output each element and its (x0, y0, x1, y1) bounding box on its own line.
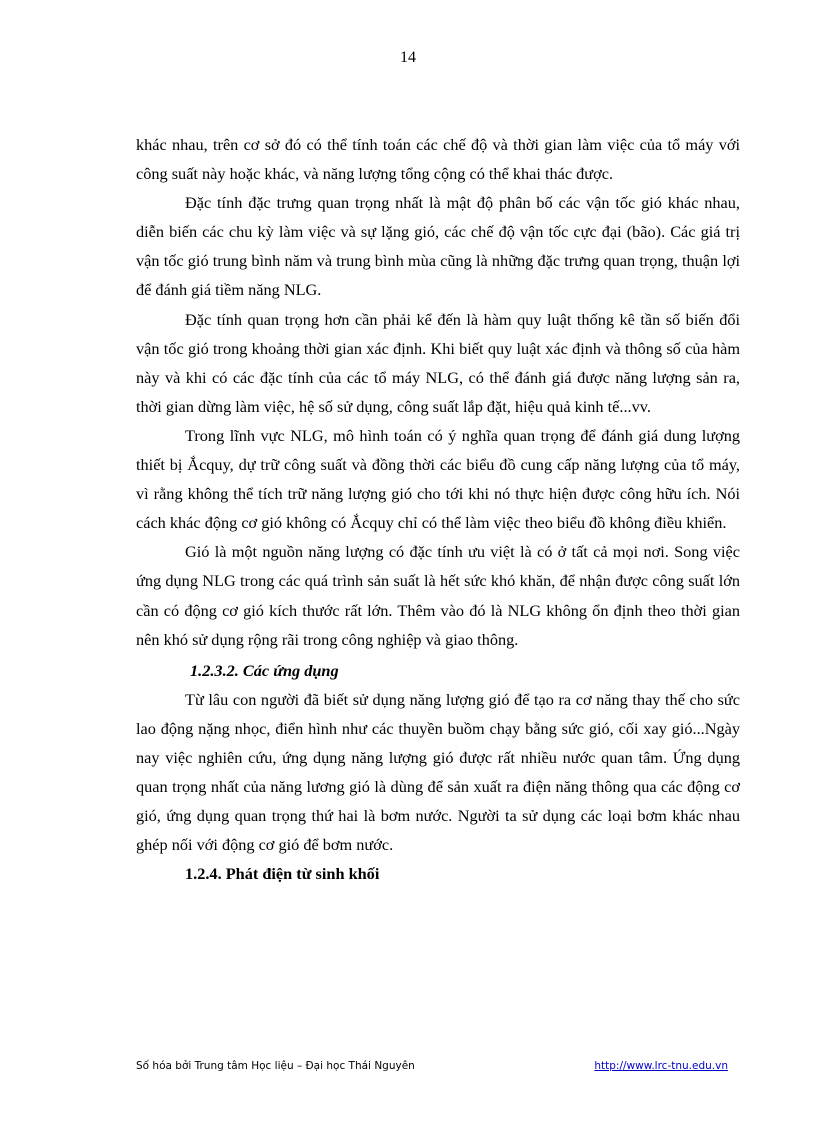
section-heading: 1.2.4. Phát điện từ sinh khối (185, 864, 380, 884)
footer-link[interactable]: http://www.lrc-tnu.edu.vn (594, 1060, 728, 1072)
document-body (136, 130, 740, 888)
paragraph-wind-advantages: Gió là một nguồn năng lượng có đặc tính ưu việt là có ở tất cả mọi nơi. Song việc ứng dụng NLG trong các quá trình sản suất là hết sức khó khăn, để nhận được công suất lớn cần có động cơ gió kích thước rất lớn. Thêm vào đó là NLG không ổn định theo thời gian nên khó sử dụng rộng rãi trong công nghiệp và giao thông. (136, 542, 740, 649)
paragraph-applications: Từ lâu con người đã biết sử dụng năng lượng gió để tạo ra cơ năng thay thế cho sức lao động nặng nhọc, điển hình như các thuyền buồm chạy bằng sức gió, cối xay gió...Ngày nay việc nghiên cứu, ứng dụng năng lượng gió được rất nhiều nước quan tâm. Ứng dụng quan trọng nhất của năng lương gió là dùng để sản xuất ra điện năng thông qua các động cơ gió, ứng dụng quan trọng thứ hai là bơm nước. Người ta sử dụng các loại bơm khác nhau ghép nối với động cơ gió để bơm nước. (136, 689, 740, 855)
page-footer (136, 1060, 728, 1076)
paragraph-wind-characteristics: Đặc tính đặc trưng quan trọng nhất là mật độ phân bố các vận tốc gió khác nhau, diễn biến các chu kỳ làm việc và sự lặng gió, các chế độ vận tốc cực đại (bão). Các giá trị vận tốc gió trung bình năm và trung bình mùa cũng là những đặc trưng quan trọng, thuận lợi để đánh giá tiềm năng NLG. (136, 193, 740, 300)
paragraph-continuation: khác nhau, trên cơ sở đó có thể tính toán các chế độ và thời gian làm việc của tổ máy với công suất này hoặc khác, và năng lượng tổng cộng có thể khai thác được. (136, 135, 740, 184)
footer-credit: Số hóa bởi Trung tâm Học liệu – Đại học Thái Nguyên (136, 1060, 415, 1072)
paragraph-math-model: Trong lĩnh vực NLG, mô hình toán có ý nghĩa quan trọng để đánh giá dung lượng thiết bị Ắcquy, dự trữ công suất và đồng thời các biểu đồ cung cấp năng lượng của tổ máy, vì rằng không thể tích trữ năng lượng gió cho tới khi nó thực hiện được công hữu ích. Nói cách khác động cơ gió không có Ắcquy chỉ có thể làm việc theo biểu đồ không điều khiển. (136, 425, 740, 533)
paragraph-statistical-law: Đặc tính quan trọng hơn cần phải kể đến là hàm quy luật thống kê tần số biến đổi vận tốc gió trong khoảng thời gian xác định. Khi biết quy luật xác định và thông số của hàm này và khi có các đặc tính của các tổ máy NLG, có thể đánh giá được năng lượng sản ra, thời gian dừng làm việc, hệ số sử dụng, công suất lắp đặt, hiệu quả kinh tế...vv. (136, 309, 740, 416)
page-number: 14 (400, 49, 416, 66)
subsection-heading: 1.2.3.2. Các ứng dụng (190, 660, 339, 680)
